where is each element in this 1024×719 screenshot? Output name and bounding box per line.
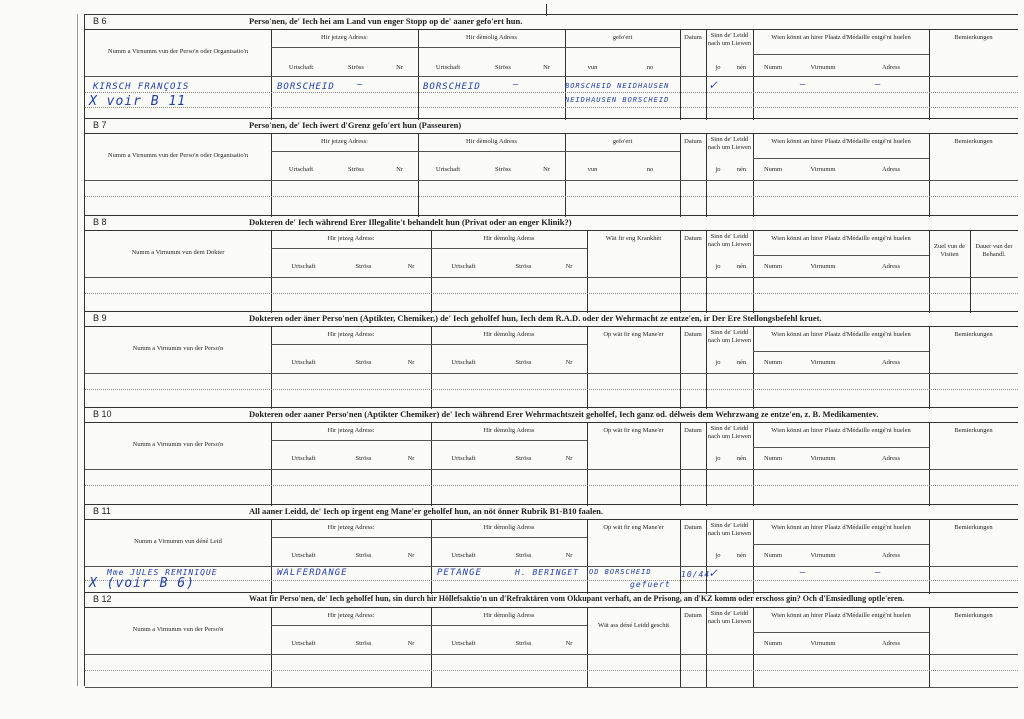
sub-town: Urtschaft: [291, 552, 316, 559]
entry-mark: –: [875, 568, 882, 578]
section-title: Waat fir Perso'nen, de' Iech geholfef hun, sin durch hir Höllefsaktio'n un d'Refraktären vom Okkupant verhaft, an de Prisong, an d'KZ komm oder erschoss gin? Och d'Emsiedlung optle'eren.: [249, 594, 905, 603]
sub-town: Urtschaft: [291, 263, 316, 270]
sub-vun: vun: [587, 64, 598, 71]
sub-jo: jo: [715, 552, 721, 559]
sub-virnumm: Virnumm: [810, 359, 836, 366]
sub-town: Urtschaft: [435, 166, 461, 173]
sub-jo: jo: [715, 64, 721, 71]
table-grid: [85, 326, 1018, 409]
col-manner: Op wät fir eng Mane'er: [603, 524, 664, 531]
col-date: Datum: [684, 612, 702, 619]
sub-nen: nén: [736, 455, 747, 462]
sub-street: Ströss: [495, 166, 511, 173]
col-where: Wien könnt an hirer Plaatz d'Médaille entgé'nt huelen: [771, 524, 911, 531]
entry-vun2: NEIDHAUSEN BORSCHEID: [565, 96, 670, 104]
section-title: All aaner Leidd, de' Iech op irgent eng Mane'er geholfef hun, an nöt önner Rubrik B1-B10 faalen.: [249, 506, 603, 516]
col-remarks: Bemierkungen: [954, 427, 993, 434]
sub-numm: Numm: [763, 640, 783, 647]
col-name: Numm a Virnumm vun déné Leid: [134, 538, 222, 545]
col-old-address: Hir dèmolig Adress: [466, 34, 517, 41]
entry-manner2: gefuert: [630, 580, 671, 589]
section-code: B 8: [93, 217, 107, 227]
table-grid: [85, 607, 1018, 688]
col-alive: Sinn de' Leidd nach um Liewen: [707, 329, 752, 344]
section-b8: [85, 215, 1018, 312]
sub-street: Ströss: [348, 64, 364, 71]
entry-name: Mme JULES REMINIQUE: [107, 568, 218, 577]
col-name: Numm a Virnumm vun der Perso'n oder Organisatio'n: [107, 48, 249, 55]
sub-town: Urtschaft: [451, 552, 476, 559]
col-date: Datum: [684, 235, 702, 242]
section-b9: [85, 311, 1018, 408]
col-date: Datum: [684, 331, 702, 338]
col-alive: Sinn de' Leidd nach um Liewen: [707, 233, 752, 248]
col-date: Datum: [684, 138, 702, 145]
col-what-happened: Wät ass déné Leidd geschit: [597, 622, 670, 629]
section-code: B 10: [93, 409, 112, 419]
table-grid: [85, 519, 1018, 594]
sub-virnumm: Virnumm: [810, 455, 836, 462]
section-b12: [85, 592, 1018, 687]
sub-nr: Nr: [396, 166, 403, 173]
col-remarks: Bemierkungen: [954, 612, 993, 619]
section-code: B 6: [93, 16, 107, 26]
col-remarks: Bemierkungen: [954, 524, 993, 531]
section-code: B 7: [93, 120, 107, 130]
col-alive: Sinn de' Leidd nach um Liewen: [707, 32, 752, 47]
entry-current: BORSCHEID: [277, 82, 335, 92]
sub-nr: Nr: [407, 359, 415, 366]
entry-vun1: BORSCHEID NEIDHAUSEN: [565, 82, 670, 90]
entry-note: X (voir B 6): [89, 576, 195, 591]
section-title: Dokteren oder äner Perso'nen (Aptikter, Chemiker,) de' Iech geholfef hun, Iech dem R.A.D. oder der Wehrmacht ze entze'en, ir Der Ere Stellongsbefehl kruet.: [249, 313, 822, 323]
sub-virnumm: Virnumm: [810, 166, 836, 173]
col-illness: Wät fir eng Krankhèt: [605, 235, 662, 242]
col-where: Wien könnt an hirer Plaatz d'Médaille entgé'nt huelen: [771, 235, 911, 242]
table-grid: [85, 29, 1018, 120]
sub-town: Urtschaft: [451, 455, 476, 462]
section-code: B 12: [93, 594, 112, 604]
section-code: B 9: [93, 313, 107, 323]
sub-street: Ströss: [348, 166, 364, 173]
sub-virnumm: Virnumm: [810, 552, 836, 559]
sub-street: Ströss: [515, 552, 532, 559]
col-alive: Sinn de' Leidd nach um Liewen: [707, 136, 752, 151]
col-current-address: Hir jetzeg Adress:: [321, 138, 368, 145]
sub-town: Urtschaft: [451, 263, 476, 270]
col-current-address: Hir jetzeg Adress:: [327, 331, 375, 338]
col-driven: gefo'ert: [612, 34, 633, 41]
section-b7: [85, 118, 1018, 216]
col-old-address: Hir dèmolig Adress: [483, 524, 535, 531]
col-where: Wien könnt an hirer Plaatz d'Médaille entgé'nt huelen: [771, 331, 911, 338]
entry-mark: –: [800, 80, 807, 90]
entry-mark: –: [800, 568, 807, 578]
section-b10: [85, 407, 1018, 505]
col-date: Datum: [684, 34, 702, 41]
col-manner: Op wät fir eng Mane'er: [603, 331, 664, 338]
col-driven: gefo'ert: [612, 138, 633, 145]
col-date: Datum: [684, 524, 702, 531]
col-old-address: Hir dèmolig Adress: [483, 427, 535, 434]
entry-manner: OD BORSCHEID: [589, 568, 652, 576]
col-alive: Sinn de' Leidd nach um Liewen: [707, 425, 752, 440]
section-b11: [85, 504, 1018, 593]
col-where: Wien könnt an hirer Plaatz d'Médaille entgé'nt huelen: [771, 612, 911, 619]
section-title: Perso'nen, de' Iech hei am Land vun enger Stopp op de' aaner gefo'ert hun.: [249, 16, 523, 26]
sub-nr: Nr: [396, 64, 403, 71]
sub-adress: Adress: [881, 455, 901, 462]
margin-rule: [77, 14, 78, 686]
entry-old: BORSCHEID: [423, 82, 481, 92]
sub-numm: Numm: [763, 455, 783, 462]
col-where: Wien könnt an hirer Plaatz d'Médaille entgé'nt huelen: [771, 138, 911, 145]
table-grid: [85, 133, 1018, 217]
sub-street: Ströss: [515, 359, 532, 366]
sub-adress: Adress: [881, 64, 901, 71]
section-title: Dokteren de' Iech während Erer Illegalite't behandelt hun (Privat oder an enger Klinik?): [249, 217, 572, 227]
entry-old: PETANGE: [437, 568, 482, 578]
form-sheet: [84, 14, 1018, 686]
sub-nr: Nr: [565, 455, 573, 462]
sub-street: Ströss: [355, 263, 372, 270]
sub-numm: Numm: [763, 64, 783, 71]
sub-nr: Nr: [407, 552, 415, 559]
entry-note: X voir B 11: [89, 94, 187, 109]
sub-no: no: [646, 64, 654, 71]
entry-mark: –: [875, 80, 882, 90]
sub-adress: Adress: [881, 263, 901, 270]
col-current-address: Hir jetzeg Adress:: [327, 612, 375, 619]
col-current-address: Hir jetzeg Adress:: [327, 235, 375, 242]
section-code: B 11: [93, 506, 111, 516]
sub-adress: Adress: [881, 166, 901, 173]
col-old-address: Hir dèmolig Adress: [483, 235, 535, 242]
entry-date: 10/44: [681, 570, 711, 579]
sub-adress: Adress: [881, 359, 901, 366]
col-name: Numm a Virnumm vun der Perso'n: [132, 345, 224, 352]
sub-nen: nén: [736, 552, 747, 559]
sub-nr: Nr: [565, 263, 573, 270]
sub-town: Urtschaft: [435, 64, 461, 71]
col-old-address: Hir dèmolig Adress: [466, 138, 517, 145]
col-duration: Dauer vun der Behandl.: [975, 243, 1013, 258]
sub-numm: Numm: [763, 263, 783, 270]
col-remarks: Bemierkungen: [954, 331, 993, 338]
sub-nr: Nr: [407, 455, 415, 462]
col-manner: Op wät fir eng Mane'er: [603, 427, 664, 434]
col-where: Wien könnt an hirer Plaatz d'Médaille entgé'nt huelen: [771, 427, 911, 434]
sub-street: Ströss: [355, 640, 372, 647]
entry-old2: H. BERINGET: [515, 568, 579, 577]
col-alive: Sinn de' Leidd nach um Liewen: [707, 522, 752, 537]
sub-street: Ströss: [515, 263, 532, 270]
entry-alive: ✓: [709, 566, 718, 581]
sub-nen: nén: [736, 263, 747, 270]
col-current-address: Hir jetzeg Adress:: [321, 34, 368, 41]
col-current-address: Hir jetzeg Adress:: [327, 524, 375, 531]
col-old-address: Hir dèmolig Adress: [483, 331, 535, 338]
col-old-address: Hir dèmolig Adress: [483, 612, 535, 619]
sub-adress: Adress: [881, 552, 901, 559]
sub-town: Urtschaft: [291, 359, 316, 366]
sub-street: Ströss: [355, 552, 372, 559]
sub-town: Urtschaft: [288, 64, 314, 71]
sub-nen: nén: [736, 166, 747, 173]
sub-no: no: [646, 166, 654, 173]
section-b6: [85, 14, 1018, 119]
col-where: Wien könnt an hirer Plaatz d'Médaille entgé'nt huelen: [771, 34, 911, 41]
sub-town: Urtschaft: [451, 359, 476, 366]
col-name: Numm a Virnumm vun der Perso'n: [132, 626, 224, 633]
col-name: Numm a Virnumm vun der Perso'n oder Organisatio'n: [107, 152, 249, 159]
col-current-address: Hir jetzeg Adress:: [327, 427, 375, 434]
sub-town: Urtschaft: [291, 640, 316, 647]
entry-current: WALFERDANGE: [277, 568, 348, 578]
sub-nr: Nr: [543, 64, 550, 71]
sub-street: Ströss: [515, 455, 532, 462]
sub-nr: Nr: [543, 166, 550, 173]
entry-current-mark: –: [357, 80, 364, 90]
entry-name: KIRSCH FRANÇOIS: [93, 82, 190, 92]
sub-town: Urtschaft: [451, 640, 476, 647]
entry-old-mark: –: [513, 80, 520, 90]
sub-street: Ströss: [355, 455, 372, 462]
section-title: Dokteren oder aaner Perso'nen (Aptikter Chemiker) de' Iech während Erer Wehrmachtszeit geholfef, Iech ganz od. délweis dem Wehrzwang ze entze'en, z. B. Medikamentev.: [249, 409, 879, 419]
col-remarks: Bemierkungen: [954, 138, 993, 145]
table-grid: [85, 230, 1018, 313]
table-grid: [85, 422, 1018, 506]
sub-nr: Nr: [565, 640, 573, 647]
col-name: Numm a Virnumm vun der Perso'n: [132, 441, 224, 448]
sub-jo: jo: [715, 359, 721, 366]
sub-vun: vun: [587, 166, 598, 173]
sub-street: Ströss: [515, 640, 532, 647]
sub-virnumm: Virnumm: [810, 263, 836, 270]
sub-street: Ströss: [495, 64, 511, 71]
sub-nr: Nr: [407, 640, 415, 647]
sub-jo: jo: [715, 455, 721, 462]
sub-town: Urtschaft: [288, 166, 314, 173]
entry-alive: ✓: [709, 78, 718, 93]
sub-nen: nén: [736, 359, 747, 366]
sub-virnumm: Virnumm: [810, 64, 836, 71]
sub-town: Urtschaft: [291, 455, 316, 462]
sub-numm: Numm: [763, 552, 783, 559]
sub-nr: Nr: [565, 359, 573, 366]
col-date: Datum: [684, 427, 702, 434]
sub-street: Ströss: [355, 359, 372, 366]
sub-virnumm: Virnumm: [810, 640, 836, 647]
sub-nen: nén: [736, 64, 747, 71]
sub-jo: jo: [715, 166, 721, 173]
col-remarks: Bemierkungen: [954, 34, 993, 41]
section-title: Perso'nen, de' Iech iwert d'Grenz gefo'ert hun (Passeuren): [249, 120, 462, 130]
sub-numm: Numm: [763, 359, 783, 366]
sub-nr: Nr: [407, 263, 415, 270]
col-name: Numm a Virnumm vun dem Dokter: [131, 249, 225, 256]
sub-jo: jo: [715, 263, 721, 270]
col-alive: Sinn de' Leidd nach um Liewen: [707, 610, 752, 625]
sub-nr: Nr: [565, 552, 573, 559]
sub-adress: Adress: [881, 640, 901, 647]
sub-numm: Numm: [763, 166, 783, 173]
col-visits: Zuel vun de Visiten: [933, 243, 966, 258]
